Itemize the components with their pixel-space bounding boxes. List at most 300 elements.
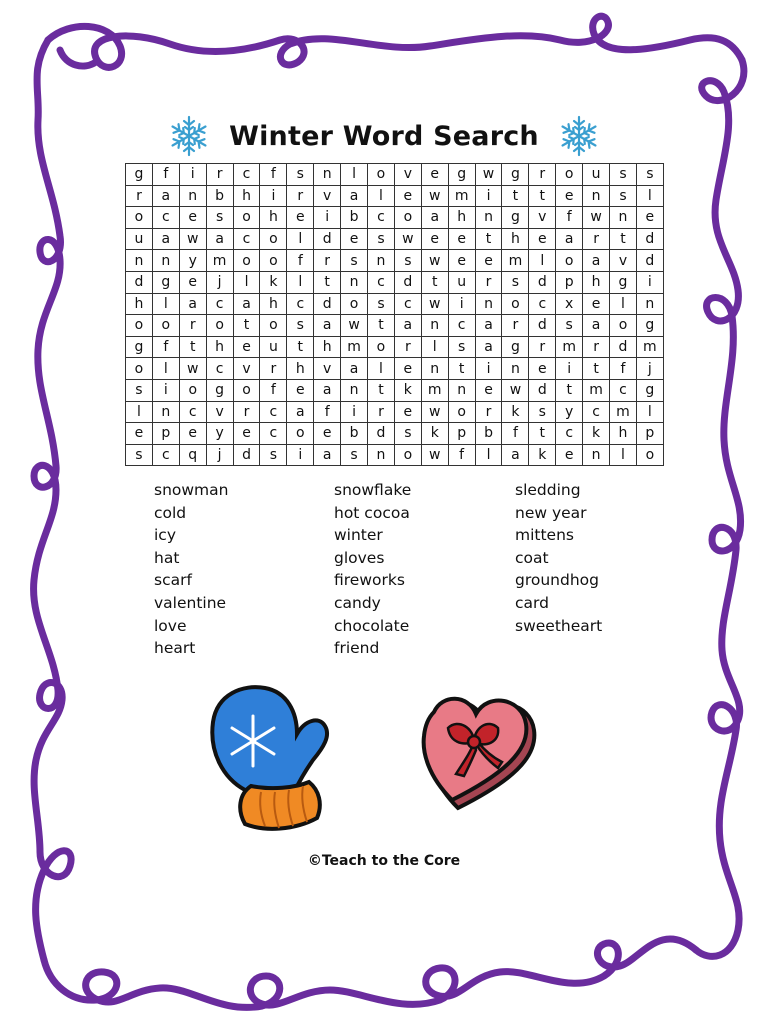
grid-cell: o — [126, 315, 153, 337]
grid-cell: t — [529, 185, 556, 207]
word-list — [0, 479, 768, 669]
grid-cell: o — [394, 444, 421, 466]
word-list-item: card — [515, 593, 549, 612]
grid-cell: h — [233, 185, 260, 207]
grid-cell: b — [206, 185, 233, 207]
grid-cell: g — [206, 379, 233, 401]
grid-cell: m — [583, 379, 610, 401]
grid-cell: u — [126, 228, 153, 250]
grid-cell: s — [126, 444, 153, 466]
grid-cell: c — [448, 315, 475, 337]
grid-cell: y — [556, 401, 583, 423]
grid-cell: a — [583, 250, 610, 272]
grid-cell: r — [475, 401, 502, 423]
grid-cell: n — [314, 164, 341, 186]
grid-cell: o — [206, 315, 233, 337]
word-list-item: friend — [334, 639, 380, 658]
grid-cell: a — [341, 185, 368, 207]
grid-cell: r — [583, 228, 610, 250]
grid-cell: c — [152, 207, 179, 229]
grid-cell: a — [583, 315, 610, 337]
grid-cell: g — [502, 164, 529, 186]
grid-cell: g — [502, 336, 529, 358]
word-list-item: winter — [334, 526, 383, 545]
grid-cell: l — [636, 401, 663, 423]
grid-cell: o — [126, 207, 153, 229]
grid-cell: h — [448, 207, 475, 229]
word-list-item: heart — [154, 639, 196, 658]
grid-cell: a — [502, 444, 529, 466]
grid-cell: s — [448, 336, 475, 358]
grid-row — [126, 185, 664, 207]
grid-cell: m — [502, 250, 529, 272]
grid-cell: d — [610, 336, 637, 358]
grid-cell: k — [529, 444, 556, 466]
grid-cell: c — [206, 293, 233, 315]
grid-cell: g — [448, 164, 475, 186]
grid-cell: m — [636, 336, 663, 358]
grid-row — [126, 358, 664, 380]
grid-cell: l — [152, 293, 179, 315]
grid-cell: e — [556, 444, 583, 466]
word-search-grid — [125, 163, 664, 466]
grid-cell: a — [314, 379, 341, 401]
grid-cell: p — [448, 423, 475, 445]
grid-cell: o — [556, 250, 583, 272]
grid-cell: l — [287, 228, 314, 250]
word-list-item: mittens — [515, 526, 574, 545]
word-list-item: valentine — [154, 593, 227, 612]
grid-cell: t — [610, 228, 637, 250]
grid-cell: o — [368, 164, 395, 186]
grid-cell: r — [502, 315, 529, 337]
grid-cell: c — [260, 423, 287, 445]
grid-cell: o — [556, 164, 583, 186]
grid-cell: a — [314, 315, 341, 337]
grid-cell: n — [152, 401, 179, 423]
grid-cell: n — [583, 185, 610, 207]
grid-cell: y — [179, 250, 206, 272]
grid-cell: v — [314, 358, 341, 380]
word-list-item: sledding — [515, 481, 581, 499]
grid-cell: w — [394, 228, 421, 250]
grid-cell: s — [341, 444, 368, 466]
grid-cell: k — [583, 423, 610, 445]
grid-cell: r — [475, 271, 502, 293]
grid-cell: c — [583, 401, 610, 423]
grid-cell: n — [421, 358, 448, 380]
grid-cell: d — [529, 271, 556, 293]
grid-cell: r — [314, 250, 341, 272]
grid-cell: o — [260, 250, 287, 272]
grid-cell: m — [448, 185, 475, 207]
grid-cell: r — [368, 401, 395, 423]
grid-cell: e — [529, 228, 556, 250]
grid-cell: t — [583, 358, 610, 380]
grid-cell: m — [206, 250, 233, 272]
grid-row — [126, 379, 664, 401]
grid-cell: h — [314, 336, 341, 358]
grid-cell: r — [394, 336, 421, 358]
grid-cell: l — [233, 271, 260, 293]
grid-cell: g — [502, 207, 529, 229]
grid-cell: t — [368, 379, 395, 401]
grid-cell: j — [636, 358, 663, 380]
grid-cell: o — [287, 423, 314, 445]
word-list-item: scarf — [154, 571, 192, 590]
grid-cell: s — [260, 444, 287, 466]
grid-row — [126, 271, 664, 293]
grid-cell: i — [179, 164, 206, 186]
grid-cell: a — [152, 185, 179, 207]
grid-cell: n — [583, 444, 610, 466]
grid-cell: a — [475, 336, 502, 358]
grid-cell: o — [636, 444, 663, 466]
grid-cell: e — [421, 228, 448, 250]
grid-cell: f — [610, 358, 637, 380]
grid-cell: e — [583, 293, 610, 315]
grid-cell: l — [287, 271, 314, 293]
grid-cell: i — [556, 358, 583, 380]
word-list-item: snowflake — [334, 481, 412, 499]
grid-cell: s — [394, 423, 421, 445]
grid-cell: o — [152, 315, 179, 337]
grid-cell: t — [502, 185, 529, 207]
grid-cell: r — [126, 185, 153, 207]
grid-cell: h — [502, 228, 529, 250]
grid-cell: w — [421, 444, 448, 466]
grid-cell: n — [421, 315, 448, 337]
grid-cell: d — [314, 293, 341, 315]
grid-cell: e — [179, 207, 206, 229]
word-list-item: hot cocoa — [334, 503, 410, 522]
grid-cell: i — [475, 358, 502, 380]
grid-cell: n — [368, 444, 395, 466]
grid-cell: k — [260, 271, 287, 293]
grid-cell: w — [179, 228, 206, 250]
grid-cell: d — [233, 444, 260, 466]
grid-cell: l — [368, 358, 395, 380]
grid-cell: d — [126, 271, 153, 293]
grid-cell: c — [179, 401, 206, 423]
grid-cell: c — [233, 228, 260, 250]
grid-cell: o — [394, 207, 421, 229]
grid-cell: g — [610, 271, 637, 293]
grid-cell: s — [394, 250, 421, 272]
grid-cell: o — [233, 250, 260, 272]
grid-cell: n — [475, 207, 502, 229]
grid-cell: d — [368, 423, 395, 445]
grid-cell: n — [152, 250, 179, 272]
grid-cell: t — [287, 336, 314, 358]
grid-cell: g — [152, 271, 179, 293]
grid-cell: o — [368, 336, 395, 358]
grid-cell: o — [341, 293, 368, 315]
grid-cell: s — [556, 315, 583, 337]
grid-cell: a — [341, 358, 368, 380]
grid-cell: v — [610, 250, 637, 272]
grid-cell: c — [260, 401, 287, 423]
grid-cell: l — [636, 185, 663, 207]
grid-cell: h — [287, 358, 314, 380]
grid-cell: s — [287, 164, 314, 186]
grid-cell: n — [341, 271, 368, 293]
grid-cell: f — [260, 164, 287, 186]
grid-cell: c — [287, 293, 314, 315]
grid-cell: s — [206, 207, 233, 229]
grid-cell: e — [287, 379, 314, 401]
grid-cell: d — [529, 315, 556, 337]
grid-cell: f — [448, 444, 475, 466]
grid-cell: n — [126, 250, 153, 272]
grid-row — [126, 228, 664, 250]
grid-cell: s — [368, 228, 395, 250]
grid-cell: o — [179, 379, 206, 401]
grid-cell: s — [126, 379, 153, 401]
grid-cell: m — [610, 401, 637, 423]
word-column-2 — [334, 479, 504, 660]
grid-cell: e — [529, 358, 556, 380]
grid-cell: s — [368, 293, 395, 315]
grid-cell: n — [179, 185, 206, 207]
grid-cell: s — [636, 164, 663, 186]
grid-cell: c — [368, 271, 395, 293]
word-list-item: snowman — [154, 481, 229, 499]
grid-cell: i — [341, 401, 368, 423]
grid-cell: a — [287, 401, 314, 423]
grid-cell: r — [179, 315, 206, 337]
grid-cell: t — [179, 336, 206, 358]
grid-cell: e — [448, 250, 475, 272]
grid-cell: d — [636, 228, 663, 250]
word-list-item: icy — [154, 526, 177, 545]
grid-cell: g — [636, 379, 663, 401]
word-list-item: groundhog — [515, 571, 599, 590]
grid-cell: a — [206, 228, 233, 250]
grid-cell: l — [475, 444, 502, 466]
grid-cell: t — [421, 271, 448, 293]
grid-row — [126, 423, 664, 445]
grid-cell: w — [421, 293, 448, 315]
grid-cell: l — [529, 250, 556, 272]
page-title: Winter Word Search — [229, 120, 539, 152]
grid-cell: i — [475, 185, 502, 207]
grid-row — [126, 293, 664, 315]
grid-row — [126, 164, 664, 186]
grid-cell: a — [233, 293, 260, 315]
grid-cell: n — [502, 358, 529, 380]
grid-cell: i — [314, 207, 341, 229]
grid-cell: e — [394, 358, 421, 380]
word-column-1 — [154, 479, 324, 660]
grid-cell: s — [341, 250, 368, 272]
grid-cell: q — [179, 444, 206, 466]
grid-cell: u — [260, 336, 287, 358]
grid-cell: r — [529, 336, 556, 358]
grid-cell: e — [179, 271, 206, 293]
grid-cell: l — [610, 444, 637, 466]
grid-cell: t — [448, 358, 475, 380]
grid-cell: i — [260, 185, 287, 207]
word-list-item: love — [154, 616, 187, 635]
word-list-item: cold — [154, 503, 187, 522]
grid-cell: e — [179, 423, 206, 445]
grid-cell: r — [206, 164, 233, 186]
grid-cell: t — [529, 423, 556, 445]
title-row — [0, 108, 768, 164]
grid-cell: e — [636, 207, 663, 229]
grid-cell: p — [636, 423, 663, 445]
grid-cell: k — [421, 423, 448, 445]
grid-cell: c — [610, 379, 637, 401]
grid-row — [126, 444, 664, 466]
grid-cell: h — [260, 207, 287, 229]
grid-cell: t — [314, 271, 341, 293]
grid-cell: a — [152, 228, 179, 250]
grid-cell: f — [502, 423, 529, 445]
grid-cell: t — [233, 315, 260, 337]
grid-cell: r — [529, 164, 556, 186]
grid-cell: d — [394, 271, 421, 293]
grid-cell: l — [152, 358, 179, 380]
grid-cell: s — [502, 271, 529, 293]
grid-cell: g — [126, 336, 153, 358]
mitten-icon — [205, 682, 335, 838]
grid-cell: n — [341, 379, 368, 401]
grid-cell: m — [341, 336, 368, 358]
grid-cell: s — [287, 315, 314, 337]
word-list-item: coat — [515, 548, 549, 567]
snowflake-icon — [557, 114, 601, 158]
heart-box-icon — [418, 688, 544, 814]
grid-cell: c — [394, 293, 421, 315]
grid-cell: v — [529, 207, 556, 229]
grid-cell: u — [448, 271, 475, 293]
grid-cell: c — [556, 423, 583, 445]
grid-cell: l — [341, 164, 368, 186]
word-list-item: sweetheart — [515, 616, 603, 635]
grid-cell: p — [556, 271, 583, 293]
grid-cell: e — [421, 164, 448, 186]
grid-cell: l — [368, 185, 395, 207]
grid-cell: r — [233, 401, 260, 423]
grid-cell: f — [260, 379, 287, 401]
grid-cell: c — [152, 444, 179, 466]
word-list-item: chocolate — [334, 616, 410, 635]
grid-cell: s — [529, 401, 556, 423]
grid-cell: h — [126, 293, 153, 315]
grid-cell: w — [421, 250, 448, 272]
word-column-3 — [515, 479, 685, 637]
grid-cell: g — [126, 164, 153, 186]
grid-cell: e — [341, 228, 368, 250]
grid-cell: p — [152, 423, 179, 445]
grid-row — [126, 336, 664, 358]
grid-cell: v — [314, 185, 341, 207]
grid-cell: f — [152, 164, 179, 186]
grid-cell: j — [206, 271, 233, 293]
grid-cell: w — [583, 207, 610, 229]
grid-cell: e — [448, 228, 475, 250]
grid-row — [126, 315, 664, 337]
word-list-item: hat — [154, 548, 180, 567]
grid-cell: m — [556, 336, 583, 358]
grid-cell: n — [636, 293, 663, 315]
word-list-item: gloves — [334, 548, 385, 567]
grid-cell: b — [341, 423, 368, 445]
word-list-item: new year — [515, 503, 587, 522]
grid-cell: a — [475, 315, 502, 337]
grid-cell: s — [610, 164, 637, 186]
grid-cell: f — [556, 207, 583, 229]
grid-cell: i — [152, 379, 179, 401]
grid-cell: b — [475, 423, 502, 445]
copyright-text: ©Teach to the Core — [307, 853, 461, 869]
grid-cell: o — [610, 315, 637, 337]
grid-cell: v — [394, 164, 421, 186]
grid-cell: h — [206, 336, 233, 358]
grid-cell: o — [260, 315, 287, 337]
grid-cell: c — [206, 358, 233, 380]
grid-cell: f — [152, 336, 179, 358]
grid-cell: v — [233, 358, 260, 380]
grid-cell: e — [233, 336, 260, 358]
grid-cell: a — [421, 207, 448, 229]
grid-cell: x — [556, 293, 583, 315]
grid-row — [126, 250, 664, 272]
grid-cell: e — [394, 185, 421, 207]
grid-row — [126, 207, 664, 229]
grid-cell: n — [610, 207, 637, 229]
grid-cell: n — [368, 250, 395, 272]
grid-cell: g — [636, 315, 663, 337]
grid-cell: d — [314, 228, 341, 250]
grid-cell: e — [126, 423, 153, 445]
grid-cell: e — [556, 185, 583, 207]
grid-cell: w — [421, 401, 448, 423]
grid-cell: c — [368, 207, 395, 229]
grid-cell: d — [529, 379, 556, 401]
grid-cell: n — [475, 293, 502, 315]
grid-cell: o — [233, 379, 260, 401]
grid-cell: h — [610, 423, 637, 445]
grid-cell: e — [287, 207, 314, 229]
word-list-item: fireworks — [334, 571, 405, 590]
grid-cell: t — [556, 379, 583, 401]
grid-cell: o — [260, 228, 287, 250]
grid-cell: k — [394, 379, 421, 401]
grid-cell: u — [583, 164, 610, 186]
grid-cell: b — [341, 207, 368, 229]
grid-cell: t — [475, 228, 502, 250]
grid-cell: o — [502, 293, 529, 315]
grid-cell: h — [583, 271, 610, 293]
grid-cell: a — [179, 293, 206, 315]
grid-cell: l — [610, 293, 637, 315]
grid-row — [126, 401, 664, 423]
grid-cell: h — [260, 293, 287, 315]
grid-cell: e — [394, 401, 421, 423]
grid-cell: f — [314, 401, 341, 423]
grid-cell: i — [636, 271, 663, 293]
grid-cell: w — [179, 358, 206, 380]
grid-cell: d — [636, 250, 663, 272]
grid-cell: o — [233, 207, 260, 229]
grid-cell: e — [233, 423, 260, 445]
grid-cell: v — [206, 401, 233, 423]
grid-cell: a — [394, 315, 421, 337]
grid-cell: w — [421, 185, 448, 207]
